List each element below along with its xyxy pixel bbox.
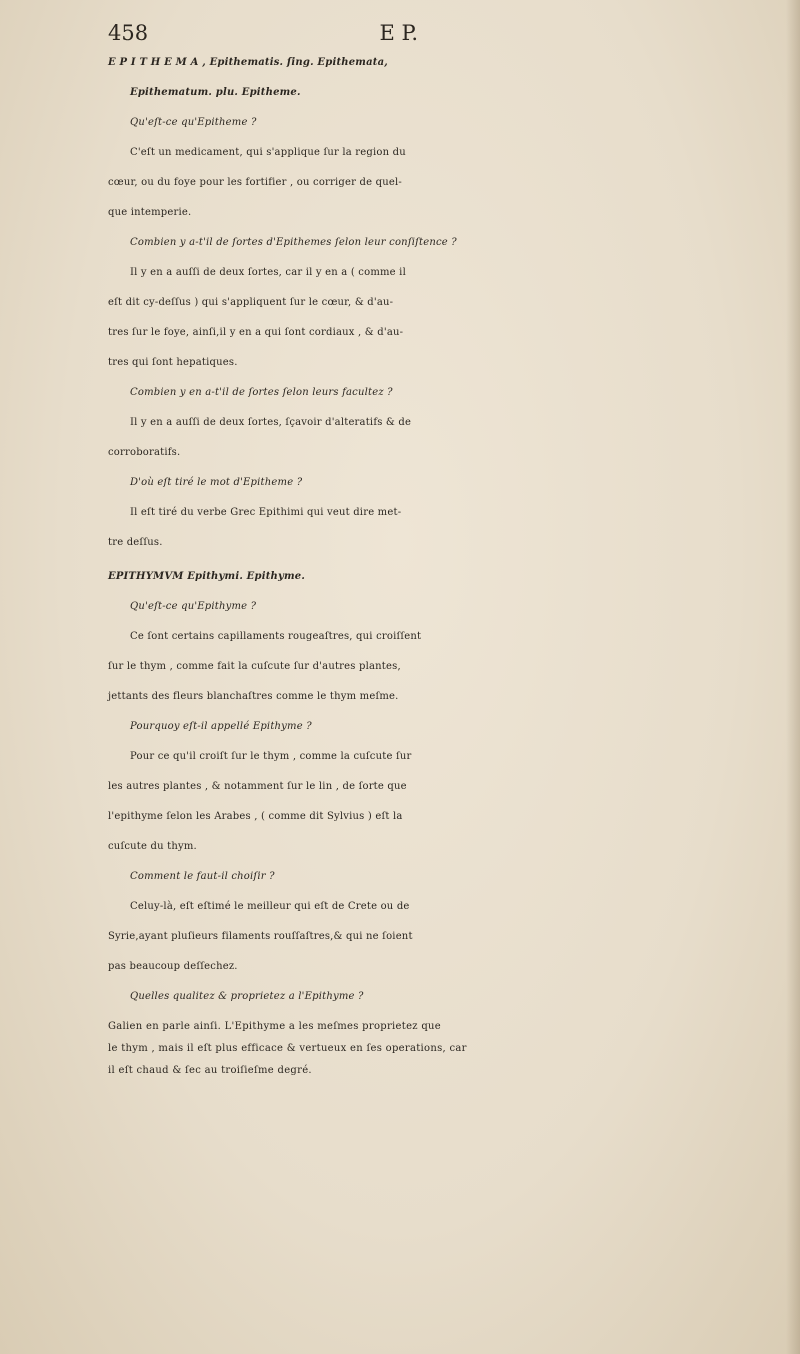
answer-line: tre deſſus. [108,537,163,548]
answer-line: jettants des fleurs blanchaſtres comme le thym meſme. [108,691,399,702]
answer-line: les autres plantes , & notamment ſur le lin , de ſorte que [108,781,407,792]
question: Qu'eſt-ce qu'Epithyme ? [130,601,257,612]
answer-line: l'epithyme ſelon les Arabes , ( comme dit Sylvius ) eſt la [108,811,403,822]
page-text [108,18,798,1082]
question: Pourquoy eſt-il appellé Epithyme ? [130,721,312,732]
answer-line: Pour ce qu'il croiſt ſur le thym , comme la cuſcute ſur [130,751,412,762]
entry-title-epithema: E P I T H E M A , Epithematis. ſing. Epithemata, [108,57,388,68]
footnote-line: le thym , mais il eſt plus efficace & vertueux en ſes operations, car [108,1043,467,1054]
answer-line: ſur le thym , comme fait la cuſcute ſur d'autres plantes, [108,661,401,672]
entry-title-epithymum: EPITHYMVM Epithymi. Epithyme. [108,571,306,582]
running-head: E P. [379,21,418,45]
answer-line: que intemperie. [108,207,192,218]
page-number: 458 [108,21,149,45]
question: Qu'eſt-ce qu'Epitheme ? [130,117,257,128]
question: Combien y a-t'il de ſortes d'Epithemes ſelon leur conſiſtence ? [130,237,457,248]
answer-line: Il y en a auſſi de deux ſortes, car il y en a ( comme il [130,267,406,278]
answer-line: Celuy-là, eſt eſtimé le meilleur qui eſt de Crete ou de [130,901,410,912]
question: Comment le faut-il choiſir ? [130,871,275,882]
answer-line: corroboratifs. [108,447,181,458]
running-header [108,18,418,48]
answer-line: pas beaucoup deſſechez. [108,961,238,972]
answer-line: cuſcute du thym. [108,841,197,852]
footnote-line: Galien en parle ainſi. L'Epithyme a les meſmes proprietez que [108,1021,442,1032]
answer-line: Il y en a auſſi de deux ſortes, ſçavoir d'alteratifs & de [130,417,412,428]
answer-line: Syrie,ayant pluſieurs filaments rouſſaſtres,& qui ne ſoient [108,931,413,942]
answer-line: Il eſt tiré du verbe Grec Epithimi qui veut dire met- [130,507,402,518]
answer-line: cœur, ou du foye pour les fortifier , ou corriger de quel- [108,177,402,188]
footnote-line: il eſt chaud & ſec au troiſieſme degré. [108,1065,312,1076]
answer-line: eſt dit cy-deſſus ) qui s'appliquent ſur le cœur, & d'au- [108,297,394,308]
answer-line: tres qui ſont hepatiques. [108,357,238,368]
question: D'où eſt tiré le mot d'Epitheme ? [130,477,303,488]
answer-line: C'eſt un medicament, qui s'applique ſur la region du [130,147,406,158]
answer-line: Ce ſont certains capillaments rougeaſtres, qui croiſſent [130,631,422,642]
answer-line: tres ſur le foye, ainſi,il y en a qui ſont cordiaux , & d'au- [108,327,404,338]
question: Combien y en a-t'il de ſortes ſelon leurs facultez ? [130,387,393,398]
entry-title-epithema-plural: Epithematum. plu. Epitheme. [130,87,301,98]
question: Quelles qualitez & proprietez a l'Epithyme ? [130,991,364,1002]
